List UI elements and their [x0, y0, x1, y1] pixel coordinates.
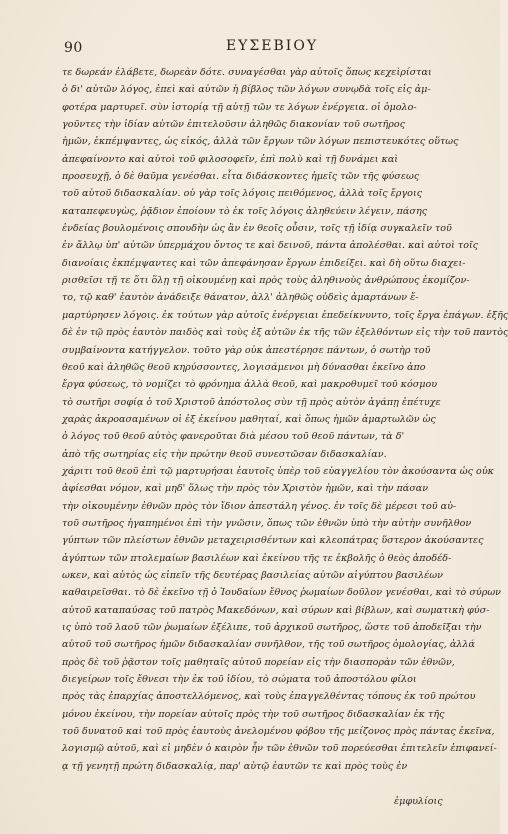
catchword: ἐμφυλίοις — [394, 796, 443, 807]
text-line: αὐτοῦ καταπαύσας τοῦ πατρὸς Μακεδόνων, καὶ σύρων καὶ βίβλων, καὶ σωματικὴ φύσ- — [62, 604, 490, 616]
text-line: ις ὑπὸ τοῦ λαοῦ τῶν ῥωμαίων ἐξέλιπε, τοῦ ἀρχικοῦ σωτῆρος, ὥστε τοῦ ἀποδεῖξαι τὴν — [62, 622, 482, 633]
text-line: δὲ ἐν τῷ πρὸς ἑαυτὸν παιδὸς καὶ τοὺς ἐξ αὐτῶν ἐκ τῆς τῶν ἐξελθόντων εἰς τὴν τοῦ παντὸς — [62, 327, 508, 339]
text-line: ὁ δι' αὐτῶν λόγος, ἐπεὶ καὶ αὐτῶν ἡ βίβλος τῶν λόγων συνῳδὰ τοῖς εἰς ἀμ- — [62, 84, 431, 96]
body-text — [62, 64, 508, 775]
text-line: θεοῦ καὶ ἀληθῶς θεοῦ κηρύσσοντες, λογισάμενοι μὴ δύνασθαι ἐκεῖνο ἀπο — [62, 361, 426, 373]
text-line: ἀπὸ τῆς σωτηρίας εἰς τὴν πρώτην θεοῦ συνεστῶσαν διδασκαλίαν. — [62, 448, 387, 460]
text-line: μόνου ἐκείνου, τὴν πορείαν αὐτοῖς πρὸς τὴν τοῦ σωτῆρος διδασκαλίαν ἐκ τῆς — [62, 708, 445, 720]
page-number: 90 — [64, 40, 83, 56]
text-line: διανοίαις ἐκπέμψαντες καὶ τῶν ἀπεφάνησαν ἔργων ἐπιδείξει. καὶ δὴ οὕτω διαχει- — [62, 257, 466, 269]
text-line: χαρὰς ἀκροασαμένων οἱ ἐξ ἐκείνου μαθηταί, καὶ ὅπως ἡμῶν ἁμαρτωλῶν ὡς — [62, 413, 436, 425]
text-line: ἔργα φύσεως, τὸ νομίζει τὸ φρόνημα ἀλλὰ θεοῦ, καὶ μακροθυμεῖ τοῦ κόσμου — [62, 379, 438, 391]
text-line: χάριτι τοῦ θεοῦ ἐπὶ τῷ μαρτυρήσαι ἑαυτοῖς ὑπὲρ τοῦ εὐαγγελίου τὸν ἀκούσαντα ὡς οὐκ — [62, 465, 494, 477]
text-line: ρισθεῖσι τῇ τε ὅτι ὅλῃ τῇ οἰκουμένῃ καὶ πρὸς τοὺς ἀληθινοὺς ἀνθρώπους ἐκομίζον- — [62, 275, 470, 287]
text-line: ωκεν, καὶ αὐτὸς ὡς εἰπεῖν τῆς δευτέρας βασιλείας αὐτῶν αἰγύπτου βασιλέων — [62, 569, 443, 581]
text-line: ἐν ἄλλῳ ὑπ' αὐτῶν ὑπερμάχου ὄντος τε καὶ δεινοῦ, πάντα ἀπολέσθαι. καὶ αὐτοὶ τοῖς — [62, 240, 479, 252]
text-line: καθαιρεῖσθαι. τὸ δὲ ἐκεῖνο τῇ ὁ Ἰουδαίων ἔθνος ῥωμαίων δοῦλον γενέσθαι, καὶ τὸ σύρων — [62, 587, 502, 599]
text-line: ᾳ τῇ γενητῇ πρώτη διδασκαλίᾳ, παρ' αὐτῷ ἑαυτῶν τε καὶ πρὸς τοὺς ἐν — [62, 760, 408, 772]
text-line: ἀγύπτων τῶν πτολεμαίων βασιλέων καὶ ἐκείνου τῆς τε ἐκβολῆς ὁ θεὸς ἀποδέδ- — [62, 552, 452, 564]
text-line: γοῦντες τὴν ἰδίαν αὐτῶν ἐπιτελοῦσιν ἀληθῶς διακονίαν τοῦ σωτῆρος — [62, 119, 406, 131]
text-line: διεγείρων τοῖς ἔθνεσι τὴν ἐκ τοῦ ἰδίου, τὸ σώματα τοῦ ἀποστόλου φίλοι — [62, 674, 417, 686]
text-line: ἀφίεσθαι νόμον, καὶ μηδ' ὅλως τὴν πρὸς τὸν Χριστὸν ἡμῶν, καὶ τὴν πάσαν — [62, 483, 429, 495]
text-line: ἐνδείας βουλομένοις σπουδὴν ὡς ἂν ἐν θεοῖς οὖσιν, τοῖς τῇ ἰδίᾳ συγκαλεῖν τοῦ — [62, 223, 452, 235]
text-line: συμβαίνοντα κατήγγελον. τοῦτο γὰρ οὐκ ἀπεστέρησε πάντων, ὁ σωτὴρ τοῦ — [62, 344, 431, 356]
text-line: πρὸς τὰς ἐπαρχίας ἀποστελλόμενος, καὶ τοὺς ἐπαγγελθέντας τόπους ἐκ τοῦ πρώτου — [62, 691, 476, 703]
text-line: καταπεφευγὼς, ῥᾷδιον ἐποίουν τὸ ἐκ τοῖς λόγοις ἀληθεύειν λέγειν, πάσης — [62, 205, 428, 217]
text-line: τε δωρεάν ἐλάβετε, δωρεὰν δότε. συναγέσθαι γὰρ αὐτοῖς ὅπως κεχεὶρίσται — [62, 67, 432, 78]
text-line: τοῦ δυνατοῦ καὶ τοῦ πρὸς ἑαυτοὺς ἀνελομένου φόβου τῆς μείζονος πρὸς πάντας ἐκεῖνα, — [62, 726, 495, 738]
text-line: μαρτύρησεν λόγοις. ἐκ τούτων γὰρ αὐτοῖς ἐνέργειαι ἐπεδείκνυντο, τοῖς ἔργα ἐπάγων. ἐξῆς — [62, 309, 508, 321]
text-line: τὴν οἰκουμένην ἐθνῶν πρὸς τὸν ἴδιον ἀπεστάλη γένος. ἐν τοῖς δὲ μέρεσι τοῦ αὐ- — [62, 500, 457, 512]
text-line: το, τῷ καθ' ἑαυτὸν ἀνάδειξε θάνατον, ἀλλ' ἀληθῶς οὐδεὶς ἀμαρτάνων ἔ- — [62, 292, 419, 304]
text-line: γύπτων τῶν πλείστων ἐθνῶν μεταχειρισθέντων καὶ κλεοπάτρας ὕστερον ἀκούσαντες — [62, 535, 484, 547]
text-line: τοῦ σωτῆρος ἠγαπημένοι ἐπὶ τὴν γνῶσιν, ὅπως τῶν ἐθνῶν ὑπὸ τὴν αὐτὴν συνῆλθον — [62, 517, 472, 529]
running-title — [0, 38, 500, 54]
text-line: ὁ λόγος τοῦ θεοῦ αὐτὸς φανεροῦται διὰ μέσου τοῦ θεοῦ πάντων, τὰ δ' — [62, 431, 405, 443]
text-line: φοτέρα μαρτυρεῖ. σὺν ἱστορίᾳ τῇ αὐτῇ τῶν τε λόγων ἐνέργεια. οἱ ὁμολο- — [62, 101, 417, 113]
text-line: αὐτοῦ τοῦ σωτῆρος ἡμῶν διδασκαλίαν συνῆλθον, τῆς τοῦ σωτῆρος ὁμολογίας, ἀλλά — [62, 639, 475, 651]
text-line: λογισμῷ αὐτοῦ, καὶ εἰ μηδὲν ὁ καιρὸν ἦν τῶν ἐθνῶν τοῦ πορεύεσθαι ἐπιτελεῖν ἐπιφανεί- — [62, 743, 497, 755]
text-line: πρὸς δὲ τοῦ ῥᾷστον τοῖς μαθηταῖς αὐτοῦ πορείαν εἰς τὴν διασπορὰν τῶν ἐθνῶν, — [62, 656, 455, 668]
text-line: προσευχῇ, ὁ δὲ θαῦμα γενέσθαι. εἶτα διδάσκοντες ἡμεῖς τῶν τῆς φύσεως — [62, 171, 420, 183]
text-line: τὸ σωτῆρι σοφίᾳ ὁ τοῦ Χριστοῦ ἀπόστολος σὺν τῇ πρὸς αὐτὸν ἀγάπῃ ἐπέτυχε — [62, 396, 441, 408]
text-line: ἀπεφαίνοντο καὶ αὐτοὶ τοῦ φιλοσοφεῖν, ἐπὶ πολὺ καὶ τῇ δυνάμει καὶ — [62, 153, 399, 165]
text-line: ἡμῶν, ἐκπέμψαντες, ὡς εἰκός, ἀλλὰ τῶν ἔργων τῶν λόγων πεπιστευκότες οὕτως — [62, 136, 459, 148]
running-title-text: ΕΥΣΕΒΙΟΥ — [225, 38, 319, 54]
text-line: τοῦ αὐτοῦ διδασκαλίαν. οὐ γὰρ τοῖς λόγοις πειθόμενος, ἀλλὰ τοῖς ἔργοις — [62, 188, 423, 200]
